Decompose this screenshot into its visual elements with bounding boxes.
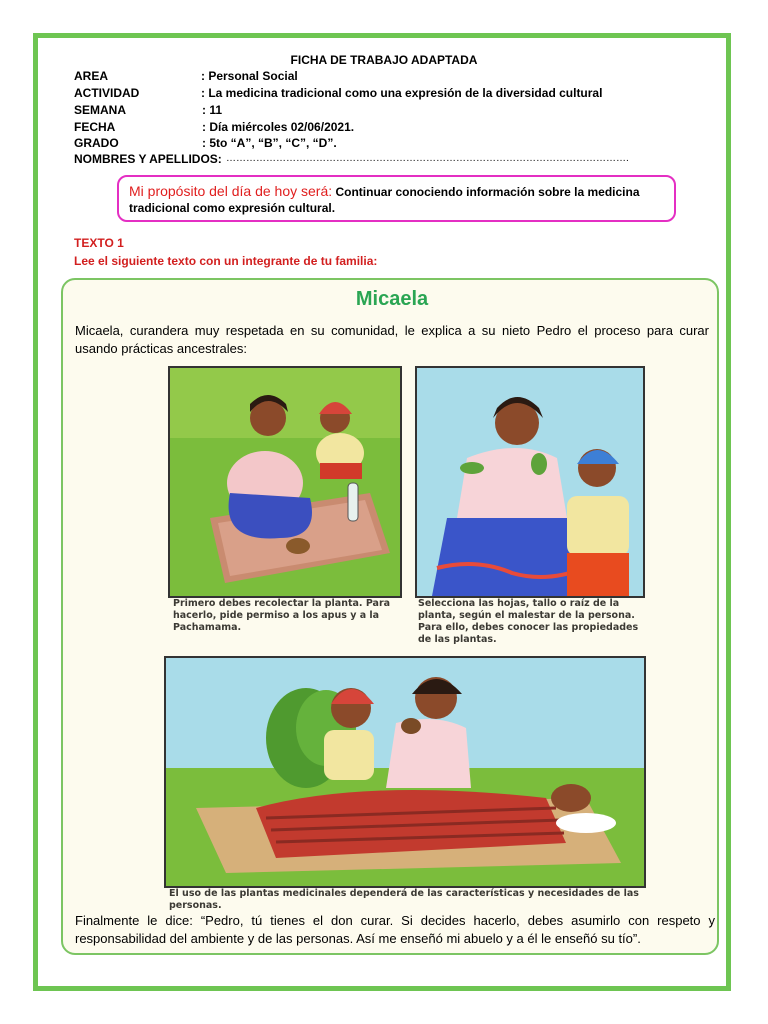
healing-patient-drawing (166, 658, 644, 886)
collecting-plant-drawing (170, 368, 400, 596)
caption-panel-2: Selecciona las hojas, tallo o raíz de la planta, según el malestar de la persona. Para ello, debes conocer las propiedades de las plantas. (418, 598, 639, 645)
header-label: GRADO (74, 136, 119, 150)
header-label: FECHA (74, 120, 116, 134)
story-box (61, 278, 719, 955)
story-conclusion: Finalmente le dice: “Pedro, tú tienes el don curar. Si decides hacerlo, debes asumirlo con respeto y responsabilidad del ambiente y de las personas. Así me enseñó mi abuelo y a él le enseñó su tío”. (75, 913, 715, 946)
worksheet-title: FICHA DE TRABAJO ADAPTADA (290, 53, 478, 67)
purpose-text: Continuar conociendo información sobre la medicina tradicional como expresión cultural. (129, 185, 640, 215)
header-value: : 11 (202, 103, 223, 117)
caption-panel-1: Primero debes recolectar la planta. Para hacerlo, pide permiso a los apus y a la Pachamama. (173, 598, 391, 633)
header-value: : La medicina tradicional como una expresión de la diversidad cultural (201, 86, 603, 100)
story-title: Micaela (355, 288, 429, 310)
purpose-lead: Mi propósito del día de hoy será: (129, 183, 333, 199)
header-value: : 5to “A”, “B”, “C”, “D”. (202, 136, 337, 150)
caption-panel-3: El uso de las plantas medicinales dependerá de las características y necesidades de las personas. (169, 888, 639, 911)
selecting-leaves-drawing (417, 368, 643, 596)
header-value: : Personal Social (201, 69, 298, 83)
illustration-healing-patient (164, 656, 646, 888)
header-label: NOMBRES Y APELLIDOS: (74, 152, 222, 166)
header-label: AREA (74, 69, 109, 83)
story-intro: Micaela, curandera muy respetada en su comunidad, le explica a su nieto Pedro el proceso para curar usando prácticas ancestrales: (75, 323, 709, 356)
reading-instruction: Lee el siguiente texto con un integrante de tu familia: (74, 254, 378, 268)
header-label: ACTIVIDAD (74, 86, 140, 100)
illustration-selecting-leaves (415, 366, 645, 598)
header-label: SEMANA (74, 103, 127, 117)
texto-label: TEXTO 1 (74, 236, 124, 250)
name-blank-line[interactable]: …………………………………………………………………………………………………………. (226, 153, 629, 164)
purpose-box (117, 175, 676, 222)
illustration-collecting-plant (168, 366, 402, 598)
header-value: : Día miércoles 02/06/2021. (202, 120, 355, 134)
